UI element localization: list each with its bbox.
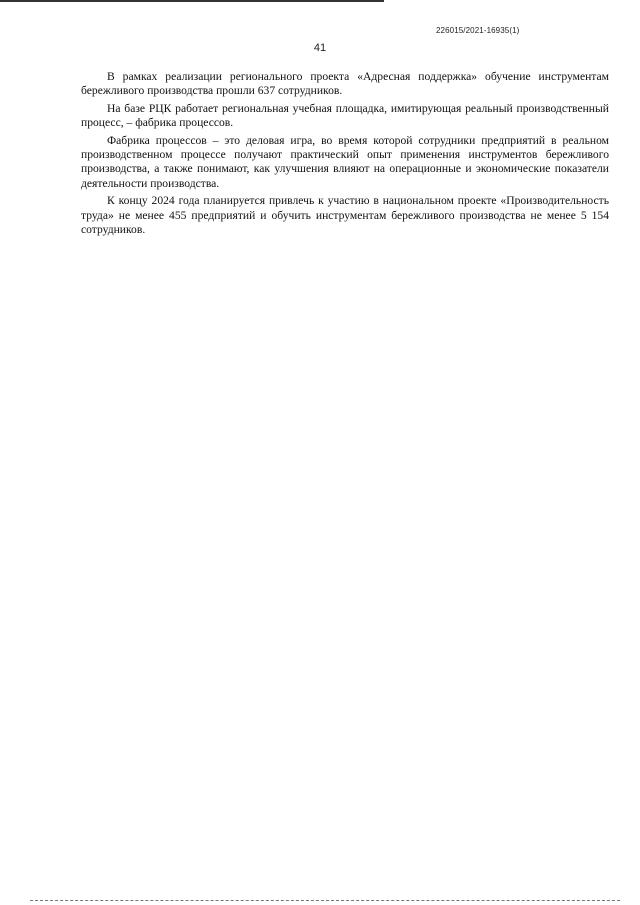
paragraph: Фабрика процессов – это деловая игра, во время которой сотрудники предприятий в реальном производственном процессе получают практический опыт применения инструментов бережливого производства, а также понимают, как улучшения влияют на операционные и экономические показатели деятельности производства. [81,133,609,190]
paragraph: На базе РЦК работает региональная учебная площадка, имитирующая реальный производственный процесс, – фабрика процессов. [81,101,609,130]
page-number: 41 [313,42,327,54]
paragraph: В рамках реализации регионального проекта «Адресная поддержка» обучение инструментам бережливого производства прошли 637 сотрудников. [81,70,609,98]
scan-artifact-bottom-line [30,900,620,902]
scan-artifact-top-line [0,0,384,2]
document-registration-number: 226015/2021-16935(1) [436,26,520,35]
paragraph: К концу 2024 года планируется привлечь к участию в национальном проекте «Производительность труда» не менее 455 предприятий и обучить инструментам бережливого производства не менее 5 154 сотрудников. [81,194,609,237]
body-text [81,70,609,240]
